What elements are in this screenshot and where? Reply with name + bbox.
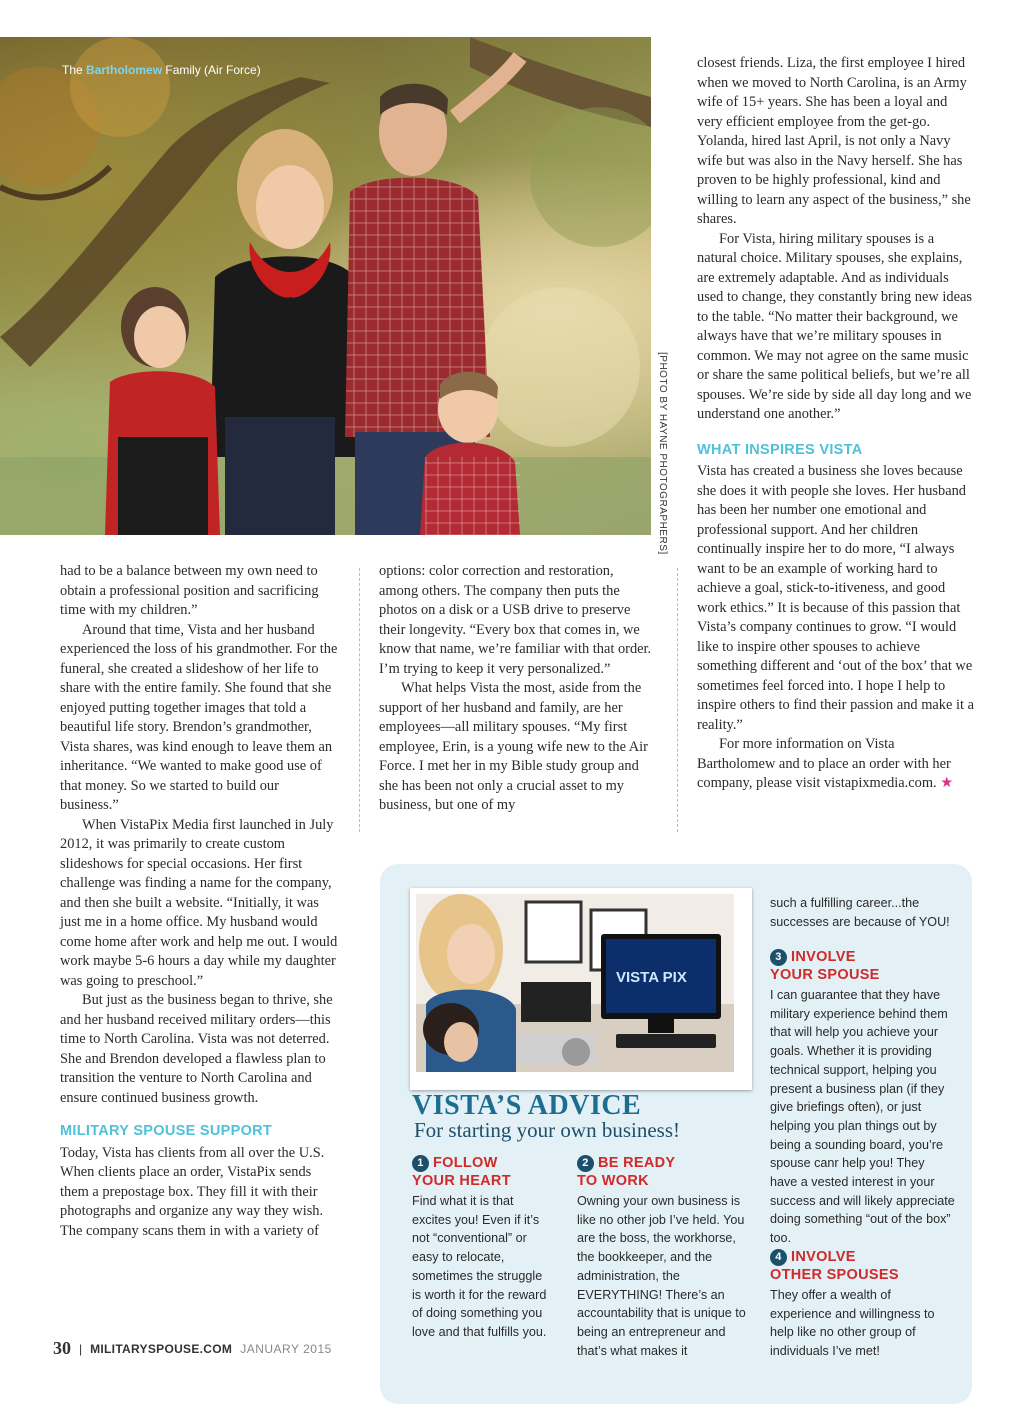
number-badge: 1 [412,1155,429,1172]
photo-credit: [PHOTO BY HAYNE PHOTOGRAPHERS] [657,352,668,555]
paragraph: Today, Vista has clients from all over the U.S. When clients place an order, VistaPix sends them a prepostage box. They fill it with their photographs and organize any way they wish. The company scans them in with a variety of [60,1144,325,1239]
family-photo [0,37,651,535]
photo-caption-name: Bartholomew [86,63,163,77]
photo-caption: The Bartholomew Family (Air Force) [62,63,261,77]
tip-body: I can guarantee that they have military experience behind them that will help you achieve your goals. Whether it is providing technical support, helping you present a business plan (if they give briefings often), or just helping you plan things out by being a sounding board, you’re spouse canr help you! They have a vested interest in your success and will likely appreciate doing something “out of the box” too. [770,988,955,1246]
paragraph: When VistaPix Media first launched in July 2012, it was primarily to create custom slideshows for special occasions. Her first challenge was finding a name for the company, and then she built a website. “Initially, it was just me in a home office. My husband would come home after work and help me out. I would work maybe 5-6 hours a day while my daughter was going to preschool.” [60,816,338,989]
section-heading: WHAT INSPIRES VISTA [697,441,863,458]
number-badge: 4 [770,1249,787,1266]
page-footer [53,1338,332,1359]
section-heading: MILITARY SPOUSE SUPPORT [60,1123,273,1139]
paragraph: For Vista, hiring military spouses is a natural choice. Military spouses, she explains, are extremely adaptable. And as individuals used to change, they constantly bring new ideas to the table. “No matter their background, we always have that we’re military spouses in common. We may not agree on the same music or share the same political beliefs, but we’re all spouses. We’re side by side all day long and we understand one another.” [697,230,972,422]
advice-title: VISTA’S ADVICE [412,1090,642,1121]
page-number: 30 [53,1338,71,1358]
advice-subtitle: For starting your own business! [414,1118,680,1142]
number-badge: 3 [770,949,787,966]
column-divider [677,568,678,832]
paragraph: For more information on Vista Bartholomew and to place an order with her company, please visit vistapixmedia.com. ★ [697,736,954,791]
footer-site: MILITARYSPOUSE.COM [90,1341,233,1356]
advice-tip-1 [412,1154,552,1342]
paragraph: What helps Vista the most, aside from the support of her husband and family, are her employees—all military spouses. “My first employee, Erin, is a young wife new to the Air Force. I met her in my Bible study group and she has been not only a crucial asset to my business, but one of my [379,680,648,813]
tip-heading: 3 INVOLVE YOUR SPOUSE [770,949,880,983]
tip-body: Find what it is that excites you! Even if it’s not “conventional” or easy to relocate, sometimes the struggle is worth it for the reward of doing something you love and that fulfills you. [412,1194,547,1339]
advice-sidebar [380,864,972,1404]
tip-heading: 1 FOLLOW YOUR HEART [412,1155,511,1189]
paragraph: But just as the business began to thrive, she and her husband received military orders—this time to North Carolina. Vista was not deterred. She and Brendon developed a flawless plan to transition the venture to North Carolina and ensure continued business growth. [60,992,333,1106]
footer-date: JANUARY 2015 [240,1341,332,1356]
family-photo-illustration [0,37,651,535]
advice-tip-3 [770,948,955,1248]
article-column-1 [60,562,340,1241]
tip-body: They offer a wealth of experience and willingness to help like no other group of individuals I’ve met! [770,1288,935,1359]
paragraph: options: color correction and restoration, among others. The company then puts the photos on a disk or a USB drive to preserve their longevity. “Every box that comes in, we know that name, we’re familiar with that order. I’m trying to keep it very personalized.” [379,563,652,677]
office-photo-illustration [416,894,734,1072]
advice-continuation [770,894,955,931]
number-badge: 2 [577,1155,594,1172]
article-column-2 [379,562,654,816]
paragraph: closest friends. Liza, the first employee I hired when we moved to North Carolina, is an Army wife of 15+ years. She has been a loyal and very efficient employee from the get-go. Yolanda, hired last April, is not only a Navy wife but was also in the Navy herself. She has proven to be highly professional, kind and willing to learn any aspect of the business,” she shares. [697,55,971,227]
paragraph: Vista has created a business she loves because she does it with people she loves. Her husband has been her number one emotional and professional support. And her children continually inspire her to do more, “I always want to be an example of working hard to achieve a goal, stick-to-itiveness, and good work ethics.” It is because of this passion that Vista’s company continues to grow. “I would like to inspire other spouses to achieve something different and ‘out of the box’ that we sometimes feel forced into. I hope I help to inspire others to find their passion and make it a reality.” [697,463,974,733]
advice-tip-2 [577,1154,747,1360]
paragraph: had to be a balance between my own need to obtain a professional position and sacrificing time with my children.” [60,563,319,618]
advice-photo [410,888,752,1090]
monitor-text: VISTA PIX [616,969,687,986]
paragraph: Around that time, Vista and her husband experienced the loss of his grandmother. For the funeral, she created a slideshow of her life to share with the entire family. She found that she enjoyed putting together images that told a beautiful life story. Brendon’s grandmother, Vista shares, was kind enough to leave them an inheritance. “We wanted to make good use of that money. So we started to build our business.” [60,621,338,813]
footer-separator: | [79,1341,83,1356]
end-star-icon: ★ [940,775,954,791]
tip-body: Owning your own business is like no other job I’ve held. You are the boss, the workhorse, the bookkeeper, and the administration, the EVERYTHING! There’s an accountability that is unique to being an entrepreneur and that’s what makes it [577,1194,746,1358]
advice-tip-4 [770,1248,955,1361]
article-column-3 [697,54,975,794]
column-divider [359,568,360,832]
tip-heading: 4 INVOLVE OTHER SPOUSES [770,1249,899,1283]
tip-heading: 2 BE READY TO WORK [577,1155,676,1189]
tip-body-continued: such a fulfilling career...the successes are because of YOU! [770,896,950,929]
